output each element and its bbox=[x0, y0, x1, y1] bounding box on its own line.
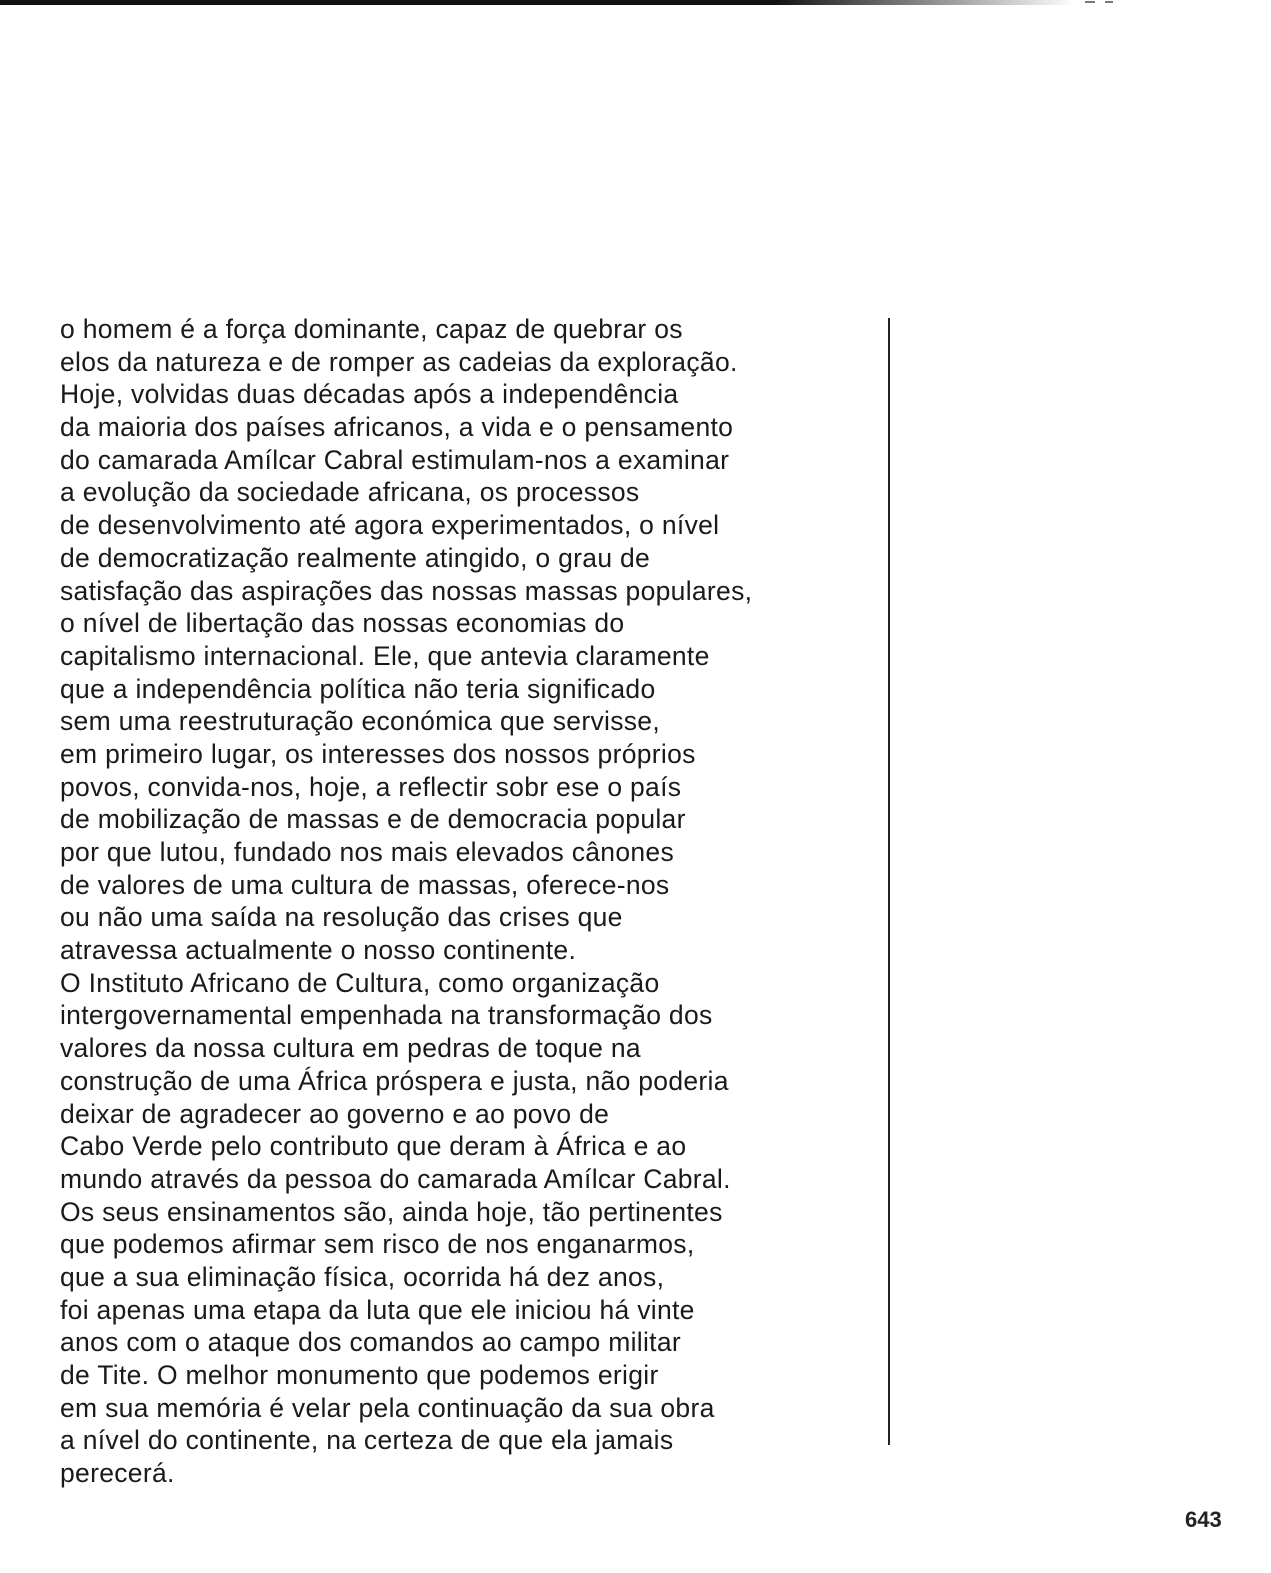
text-line: atravessa actualmente o nosso continente. bbox=[60, 935, 577, 966]
text-line: construção de uma África próspera e justa, não poderia bbox=[60, 1065, 729, 1096]
page-number: 643 bbox=[1185, 1507, 1222, 1532]
text-line: que a sua eliminação física, ocorrida há dez anos, bbox=[60, 1261, 665, 1292]
top-border-dash bbox=[1085, 1, 1095, 3]
top-border-dash bbox=[1105, 1, 1113, 3]
text-line: foi apenas uma etapa da luta que ele iniciou há vinte bbox=[60, 1294, 695, 1325]
text-line: mundo através da pessoa do camarada Amílcar Cabral. bbox=[60, 1163, 731, 1194]
text-line: Hoje, volvidas duas décadas após a independência bbox=[60, 379, 679, 410]
text-line: em sua memória é velar pela continuação da sua obra bbox=[60, 1392, 715, 1423]
text-line: perecerá. bbox=[60, 1458, 175, 1489]
text-line: Os seus ensinamentos são, ainda hoje, tão pertinentes bbox=[60, 1196, 723, 1227]
text-line: de valores de uma cultura de massas, oferece-nos bbox=[60, 869, 670, 900]
text-line: que podemos afirmar sem risco de nos enganarmos, bbox=[60, 1229, 695, 1260]
margin-vertical-rule bbox=[888, 318, 890, 1445]
text-line: do camarada Amílcar Cabral estimulam-nos a examinar bbox=[60, 444, 730, 475]
text-line: O Instituto Africano de Cultura, como organização bbox=[60, 967, 660, 998]
text-line: deixar de agradecer ao governo e ao povo de bbox=[60, 1098, 610, 1129]
top-border-rule bbox=[0, 0, 1075, 5]
text-line: da maioria dos países africanos, a vida e o pensamento bbox=[60, 412, 734, 443]
text-line: satisfação das aspirações das nossas massas populares, bbox=[60, 575, 753, 606]
text-line: de mobilização de massas e de democracia popular bbox=[60, 804, 686, 835]
text-line: por que lutou, fundado nos mais elevados cânones bbox=[60, 837, 675, 867]
text-line: o nível de libertação das nossas economias do bbox=[60, 608, 625, 639]
text-line: elos da natureza e de romper as cadeias da exploração. bbox=[60, 346, 738, 377]
text-line: sem uma reestruturação económica que servisse, bbox=[60, 706, 661, 737]
text-line: valores da nossa cultura em pedras de toque na bbox=[60, 1033, 641, 1064]
body-text-column bbox=[60, 313, 890, 1490]
text-line: intergovernamental empenhada na transformação dos bbox=[60, 1000, 713, 1031]
text-line: povos, convida-nos, hoje, a reflectir sobr ese o país bbox=[60, 771, 682, 802]
text-line: de Tite. O melhor monumento que podemos erigir bbox=[60, 1360, 659, 1390]
text-line: o homem é a força dominante, capaz de quebrar os bbox=[60, 314, 683, 344]
text-line: que a independência política não teria significado bbox=[60, 673, 656, 704]
text-line: Cabo Verde pelo contributo que deram à África e ao bbox=[60, 1131, 687, 1162]
text-line: ou não uma saída na resolução das crises que bbox=[60, 902, 623, 933]
text-line: capitalismo internacional. Ele, que antevia claramente bbox=[60, 640, 710, 671]
text-line: em primeiro lugar, os interesses dos nossos próprios bbox=[60, 738, 696, 769]
text-line: de desenvolvimento até agora experimentados, o nível bbox=[60, 510, 720, 541]
text-line: de democratização realmente atingido, o grau de bbox=[60, 542, 651, 573]
text-line: a nível do continente, na certeza de que ela jamais bbox=[60, 1425, 674, 1456]
text-line: anos com o ataque dos comandos ao campo militar bbox=[60, 1327, 681, 1358]
text-line: a evolução da sociedade africana, os processos bbox=[60, 477, 640, 508]
